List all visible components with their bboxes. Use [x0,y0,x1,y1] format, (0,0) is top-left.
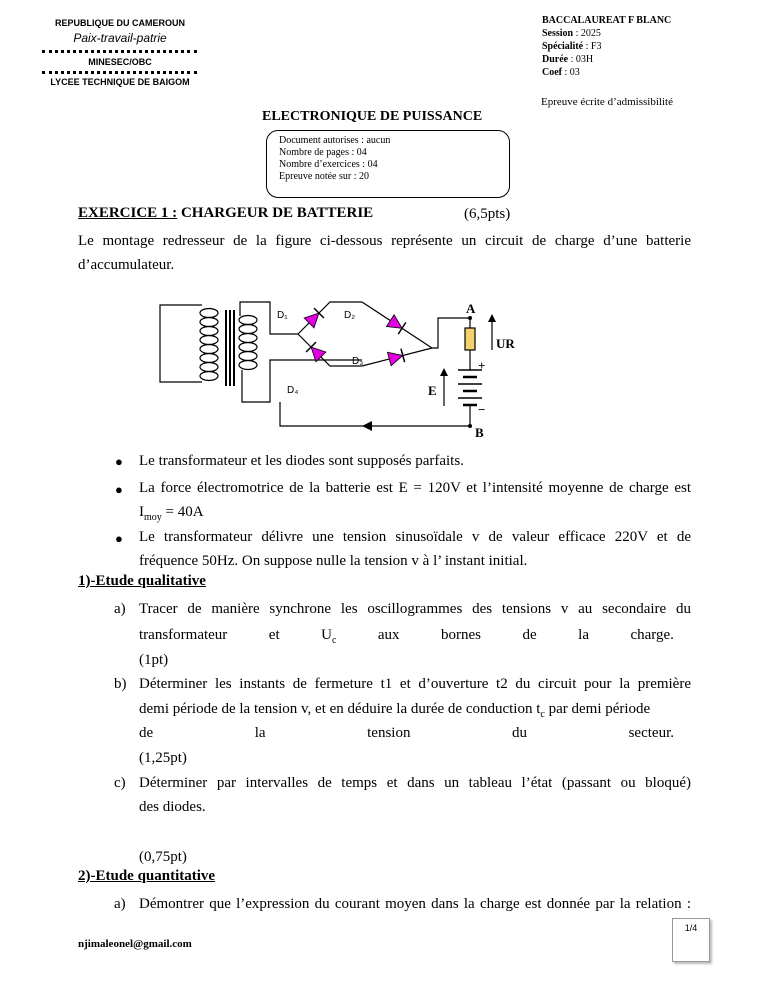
republic-text: REPUBLIQUE DU CAMEROUN [54,18,185,28]
item-b-line-1: Déterminer les instants de fermeture t1 et d’ouverture t2 du circuit pour la première [139,676,691,692]
exercise-heading [78,205,373,222]
bullet-1: Le transformateur et les diodes sont supposés parfaits. [139,453,464,469]
header-right [542,14,671,79]
e-arrowhead [440,368,448,376]
info-box [266,130,510,198]
diode-d3 [387,349,404,366]
label-e: E [428,383,437,398]
output-positive-wire [432,318,470,348]
label-a: A [466,301,476,316]
intro-line-2: d’accumulateur. [78,257,175,273]
speciality-line: Spécialité : F3 [542,41,602,52]
bullet-dot-3: ● [115,531,123,546]
rectifier-circuit [150,280,550,440]
label-d4: D₄ [287,385,299,396]
info-exercises: Nombre d’exercices : 04 [279,159,378,170]
bullet-3-line-1: Le transformateur délivre une tension sinusoïdale v de valeur efficace 220V et de [139,529,691,545]
exam-title: BACCALAUREAT F BLANC [542,15,672,26]
page-number: 1/4 [684,923,698,933]
session-line: Session : 2025 [542,28,601,39]
diode-d2-body [386,315,405,334]
primary-coil [200,309,218,381]
section-1-title: 1)-Etude qualitative [78,573,206,589]
item-b-line-2: demi période de la tension v, et en déduire la durée de conduction $t_c$ par demi période [139,701,651,720]
item-c-line-2: des diodes. [139,799,206,815]
exercise-title: CHARGEUR DE BATTERIE [177,205,374,221]
item-2a-line-1: Démontrer que l’expression du courant moyen dans la charge est donnée par la relation : [139,896,691,912]
page-number-box [672,918,710,962]
header-divider-2 [42,71,197,74]
return-wire [280,402,470,426]
label-d1: D₁ [277,310,288,321]
item-b-line-3: de la tension du secteur. [139,725,674,741]
exercise-label: EXERCICE 1 : [78,205,178,221]
intro-line-1: Le montage redresseur de la figure ci-dessous représente un circuit de charge d’une batterie [78,233,691,249]
bullet-dot-2: ● [115,482,123,497]
page-title: ELECTRONIQUE DE PUISSANCE [262,109,483,124]
ur-arrowhead [488,314,496,322]
secondary-wire-top [240,302,298,334]
section-2-title: 2)-Etude quantitative [78,868,216,884]
school-text: LYCEE TECHNIQUE DE BAIGOM [50,77,190,87]
item-a-label: a) [114,601,126,617]
item-a-line-1: Tracer de manière synchrone les oscillogrammes des tensions v au secondaire du [139,601,691,617]
item-c-label: c) [114,775,126,791]
label-d3: D₃ [352,356,364,367]
header-divider-1 [42,50,197,53]
info-pages: Nombre de pages : 04 [279,147,367,158]
primary-wire-top [160,305,202,382]
item-a-line-2: transformateur et $U_c$ aux bornes de la charge. [139,627,674,646]
info-documents: Document autorises : aucun [279,135,391,146]
exercise-points: (6,5pts) [464,206,511,222]
label-b: B [475,425,484,440]
info-grading: Epreuve notée sur : 20 [279,171,369,182]
motto-text: Paix-travail-patrie [73,31,167,45]
item-c-points: (0,75pt) [139,849,187,865]
bullet-3-line-2: fréquence 50Hz. On suppose nulle la tension v à l’ instant initial. [139,553,528,569]
ministry-text: MINESEC/OBC [88,57,152,67]
item-a-points: (1pt) [139,652,169,668]
node-a [468,316,472,320]
bullet-dot-1: ● [115,454,123,469]
label-minus: − [478,402,486,417]
bullet-2-line-2: $I_{moy} = 40A$ [139,504,204,523]
header-left [40,14,200,45]
resistor-r [465,328,475,350]
diode-d2 [386,315,405,334]
label-d2: D₂ [344,310,356,321]
epreuve-text: Epreuve écrite d’admissibilité [541,96,673,108]
footer-email: njimaleonel@gmail.com [78,938,192,950]
item-2a-label: a) [114,896,126,912]
bullet-2-line-1: La force électromotrice de la batterie est E = 120V et l’intensité moyenne de charge est [139,480,691,496]
secondary-coil [239,316,257,370]
item-b-label: b) [114,676,127,692]
current-arrowhead [362,421,372,431]
label-ur: UR [496,336,515,351]
coef-line: Coef : 03 [542,67,580,78]
label-plus: + [478,358,486,373]
duration-line: Durée : 03H [542,54,594,65]
node-b [468,424,472,428]
item-b-points: (1,25pt) [139,750,187,766]
item-c-line-1: Déterminer par intervalles de temps et dans un tableau l’état (passant ou bloqué) [139,775,691,791]
